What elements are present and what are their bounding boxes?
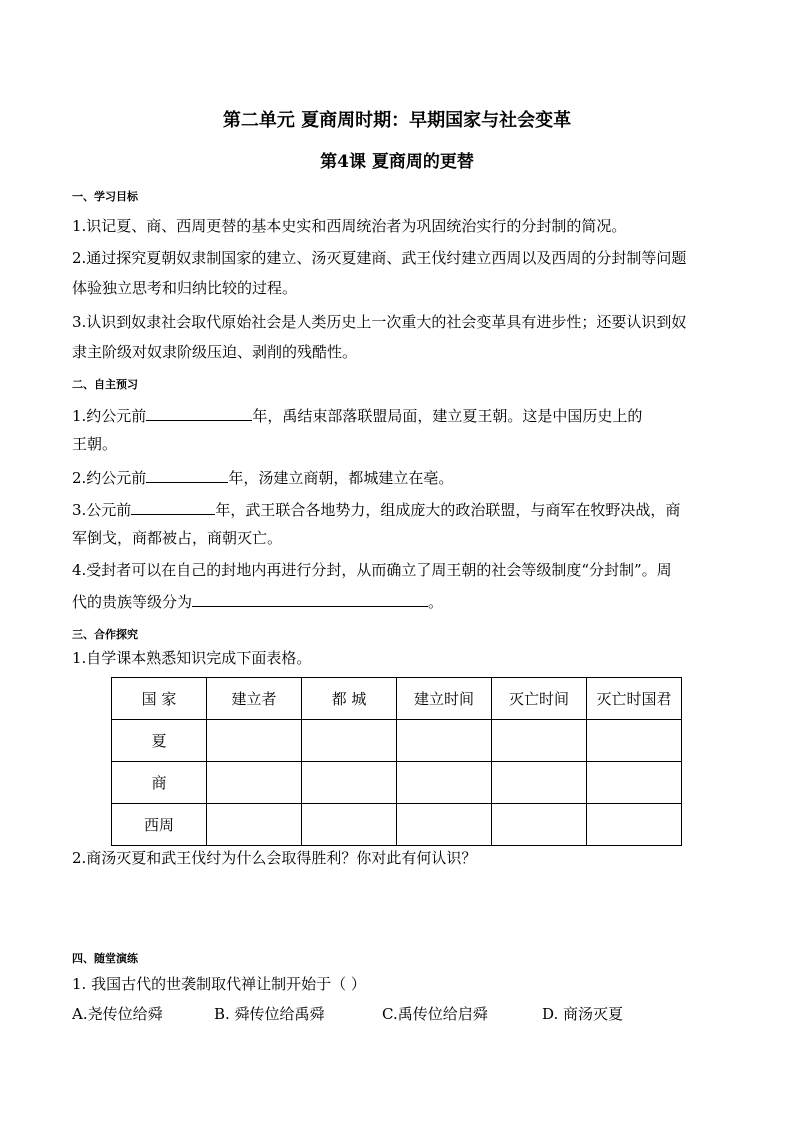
preview-question-1 [72, 404, 642, 426]
goal-item-1: 1.识记夏、商、西周更替的基本史实和西周统治者为巩固统治实行的分封制的简况。 [72, 217, 627, 235]
table-cell[interactable] [492, 720, 587, 762]
option-b[interactable]: B. 舜传位给禹舜 [214, 1005, 325, 1023]
q4-suffix: 。 [428, 593, 444, 611]
table-header-cell: 都 城 [302, 678, 397, 720]
preview-question-3-cont: 军倒戈，商都被占，商朝灭亡。 [72, 529, 283, 547]
table-cell[interactable] [302, 804, 397, 846]
table-cell[interactable] [492, 762, 587, 804]
table-row [112, 720, 682, 762]
table-cell[interactable] [302, 762, 397, 804]
table-header-cell: 建立者 [207, 678, 302, 720]
table-row [112, 762, 682, 804]
table-cell: 商 [112, 762, 207, 804]
table-cell: 西周 [112, 804, 207, 846]
table-cell[interactable] [397, 762, 492, 804]
section-heading-goals: 一、学习目标 [72, 190, 138, 203]
table-header-row [112, 678, 682, 720]
table-cell[interactable] [587, 762, 682, 804]
table-header-cell: 建立时间 [397, 678, 492, 720]
table-cell[interactable] [397, 804, 492, 846]
preview-question-1-cont: 王朝。 [72, 435, 118, 453]
q1-suffix: 年，禹结束部落联盟局面，建立夏王朝。这是中国历史上的 [252, 407, 643, 425]
section-heading-preview: 二、自主预习 [72, 378, 138, 391]
explore-question-1: 1.自学课本熟悉知识完成下面表格。 [72, 649, 312, 667]
q3-answer-blank[interactable] [131, 498, 215, 515]
table-header-cell: 灭亡时国君 [587, 678, 682, 720]
goal-item-3: 3.认识到奴隶社会取代原始社会是人类历史上一次重大的社会变革具有进步性；还要认识到奴 [72, 313, 687, 331]
section-heading-explore: 三、合作探究 [72, 628, 138, 641]
preview-question-4: 4.受封者可以在自己的封地内再进行分封，从而确立了周王朝的社会等级制度“分封制”。周 [72, 561, 672, 579]
q1-prefix: 1.约公元前 [72, 407, 147, 425]
table-cell[interactable] [207, 720, 302, 762]
table-cell[interactable] [492, 804, 587, 846]
table-cell: 夏 [112, 720, 207, 762]
q3-suffix: 年，武王联合各地势力，组成庞大的政治联盟，与商军在牧野决战，商 [215, 501, 681, 519]
goal-item-2: 2.通过探究夏朝奴隶制国家的建立、汤灭夏建商、武王伐纣建立西周以及西周的分封制等问题 [72, 249, 687, 267]
q3-prefix: 3.公元前 [72, 501, 132, 519]
q4-prefix: 代的贵族等级分为 [72, 593, 193, 611]
explore-question-2: 2.商汤灭夏和武王伐纣为什么会取得胜利？你对此有何认识？ [72, 849, 477, 867]
dynasty-table [111, 677, 682, 846]
option-a[interactable]: A.尧传位给舜 [72, 1005, 163, 1023]
goal-item-3-cont: 隶主阶级对奴隶阶级压迫、剥削的残酷性。 [72, 343, 358, 361]
q4-answer-blank[interactable] [192, 590, 428, 607]
q2-suffix: 年，汤建立商朝，都城建立在亳。 [228, 469, 454, 487]
section-heading-practice: 四、随堂演练 [72, 952, 138, 965]
table-header-cell: 国 家 [112, 678, 207, 720]
goal-item-2-cont: 体验独立思考和归纳比较的过程。 [72, 279, 298, 297]
table-cell[interactable] [397, 720, 492, 762]
lesson-title: 第4课 夏商周的更替 [320, 152, 474, 172]
q2-prefix: 2.约公元前 [72, 469, 147, 487]
unit-title: 第二单元 夏商周时期：早期国家与社会变革 [222, 110, 572, 131]
table-cell[interactable] [587, 720, 682, 762]
table-header-cell: 灭亡时间 [492, 678, 587, 720]
table-cell[interactable] [587, 804, 682, 846]
q2-answer-blank[interactable] [146, 466, 228, 483]
table-cell[interactable] [207, 762, 302, 804]
preview-question-4-cont [72, 590, 443, 612]
option-d[interactable]: D. 商汤灭夏 [542, 1005, 624, 1023]
preview-question-2 [72, 466, 453, 488]
table-row [112, 804, 682, 846]
table-cell[interactable] [302, 720, 397, 762]
practice-question-1-options [72, 1004, 623, 1024]
preview-question-3 [72, 498, 680, 520]
option-c[interactable]: C.禹传位给启舜 [382, 1005, 488, 1023]
q1-answer-blank[interactable] [146, 404, 252, 421]
table-cell[interactable] [207, 804, 302, 846]
practice-question-1: 1. 我国古代的世袭制取代禅让制开始于（ ） [72, 975, 366, 993]
